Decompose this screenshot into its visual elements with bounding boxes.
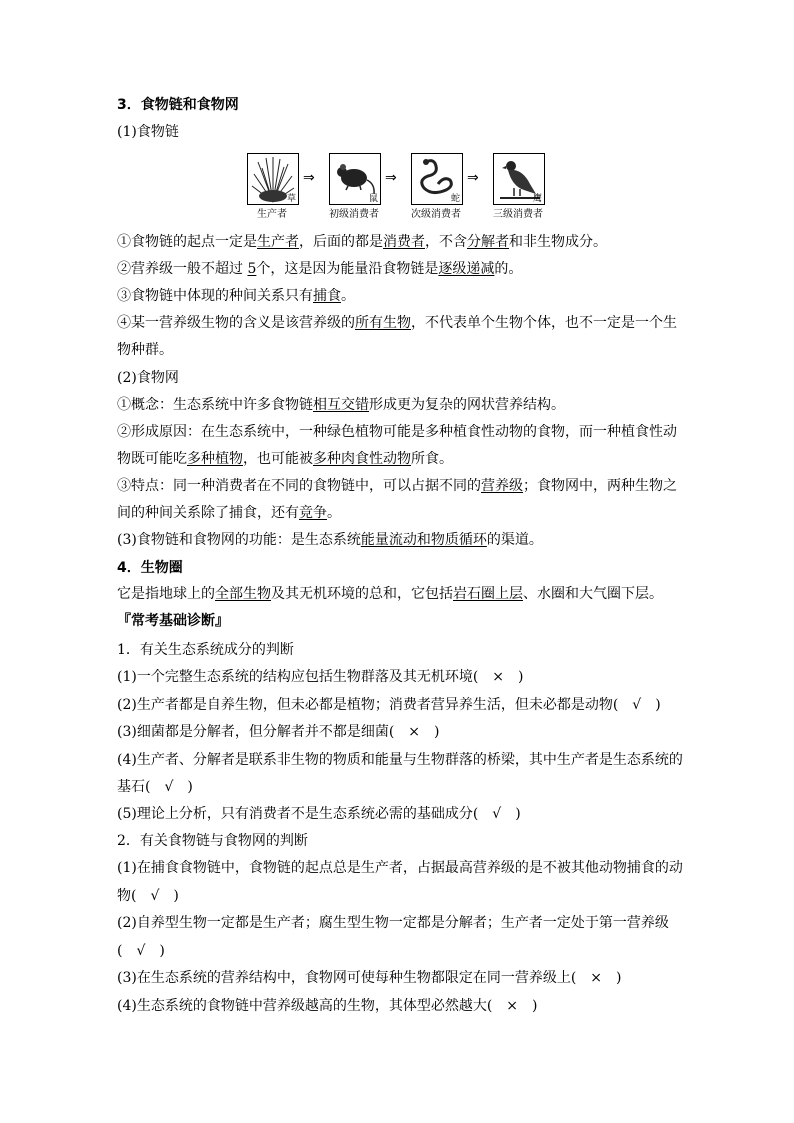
food-chain-figure — [247, 153, 547, 223]
arrow-1: ⇒ — [303, 170, 315, 186]
web-point-3: ③特点：同一种消费者在不同的食物链中，可以占据不同的营养级；食物网中，两种生物之 — [117, 478, 677, 494]
grass-box — [247, 153, 299, 205]
mouse-box — [329, 153, 381, 205]
web-point-1: ①概念：生态系统中许多食物链相互交错形成更为复杂的网状营养结构。 — [117, 397, 565, 413]
diagnosis-title: 『常考基础诊断』 — [117, 613, 229, 629]
answer-mark: √ — [150, 888, 160, 904]
q1-item-3: (3)细菌都是分解者，但分解者并不都是细菌( × ) — [117, 724, 440, 740]
answer-mark: × — [408, 724, 421, 740]
caption-producer: 生产者 — [257, 209, 287, 220]
answer-mark: √ — [136, 943, 146, 959]
q1-item-4-cont: 基石( √ ) — [117, 779, 193, 795]
answer-mark: × — [506, 998, 519, 1014]
caption-tertiary-consumer: 三级消费者 — [493, 209, 543, 220]
answer-mark: √ — [492, 806, 502, 822]
q1-item-4: (4)生产者、分解者是联系非生物的物质和能量与生物群落的桥梁，其中生产者是生态系统的 — [117, 752, 683, 768]
chain-point-4-cont: 物种群。 — [117, 342, 173, 358]
q1-item-2: (2)生产者都是自养生物，但未必都是植物；消费者营异养生活，但未必都是动物( √ ) — [117, 697, 661, 713]
chain-point-1: ①食物链的起点一定是生产者，后面的都是消费者，不含分解者和非生物成分。 — [117, 234, 607, 250]
arrow-2: ⇒ — [385, 170, 397, 186]
caption-primary-consumer: 初级消费者 — [329, 209, 379, 220]
food-web-heading: (2)食物网 — [117, 370, 179, 386]
web-point-2-cont: 物既可能吃多种植物，也可能被多种肉食性动物所食。 — [117, 451, 453, 467]
chain-point-4: ④某一营养级生物的含义是该营养级的所有生物，不代表单个生物个体，也不一定是一个生 — [117, 315, 677, 331]
snake-box — [411, 153, 463, 205]
q2-item-4: (4)生态系统的食物链中营养级越高的生物，其体型必然越大( × ) — [117, 998, 538, 1014]
caption-secondary-consumer: 次级消费者 — [411, 209, 461, 220]
q1-item-1: (1)一个完整生态系统的结构应包括生物群落及其无机环境( × ) — [117, 669, 524, 685]
answer-mark: √ — [632, 697, 642, 713]
web-point-3-cont: 间的种间关系除了捕食，还有竞争。 — [117, 505, 341, 521]
q2-title: 2．有关食物链与食物网的判断 — [117, 833, 308, 849]
hawk-box — [493, 153, 545, 205]
chain-point-2: ②营养级一般不超过 5个，这是因为能量沿食物链是逐级递减的。 — [117, 261, 523, 277]
answer-mark: × — [492, 669, 505, 685]
q1-item-5: (5)理论上分析，只有消费者不是生态系统必需的基础成分( √ ) — [117, 806, 521, 822]
section-3-title: 3．食物链和食物网 — [117, 97, 239, 113]
answer-mark: √ — [164, 779, 174, 795]
q2-item-2: (2)自养型生物一定都是生产者；腐生型生物一定都是分解者；生产者一定处于第一营养级 — [117, 915, 669, 931]
q1-title: 1．有关生态系统成分的判断 — [117, 642, 294, 658]
function-line: (3)食物链和食物网的功能：是生态系统能量流动和物质循环的渠道。 — [117, 532, 543, 548]
arrow-3: ⇒ — [467, 170, 479, 186]
web-point-2: ②形成原因：在生态系统中，一种绿色植物可能是多种植食性动物的食物，而一种植食性动 — [117, 424, 677, 440]
biosphere-line: 它是指地球上的全部生物及其无机环境的总和，它包括岩石圈上层、水圈和大气圈下层。 — [117, 586, 663, 602]
grass-label: 草 — [286, 194, 296, 204]
answer-mark: × — [590, 970, 603, 986]
q2-item-2-cont: ( √ ) — [117, 943, 165, 959]
food-chain-heading: (1)食物链 — [117, 124, 179, 140]
chain-point-3: ③食物链中体现的种间关系只有捕食。 — [117, 288, 355, 304]
hawk-label: 鹰 — [532, 194, 542, 204]
q2-item-1: (1)在捕食食物链中，食物链的起点总是生产者，占据最高营养级的是不被其他动物捕食的动 — [117, 860, 683, 876]
snake-label: 蛇 — [450, 194, 460, 204]
section-4-title: 4．生物圈 — [117, 560, 183, 576]
mouse-label: 鼠 — [368, 194, 378, 204]
q2-item-1-cont: 物( √ ) — [117, 888, 179, 904]
q2-item-3: (3)在生态系统的营养结构中，食物网可使每种生物都限定在同一营养级上( × ) — [117, 970, 622, 986]
